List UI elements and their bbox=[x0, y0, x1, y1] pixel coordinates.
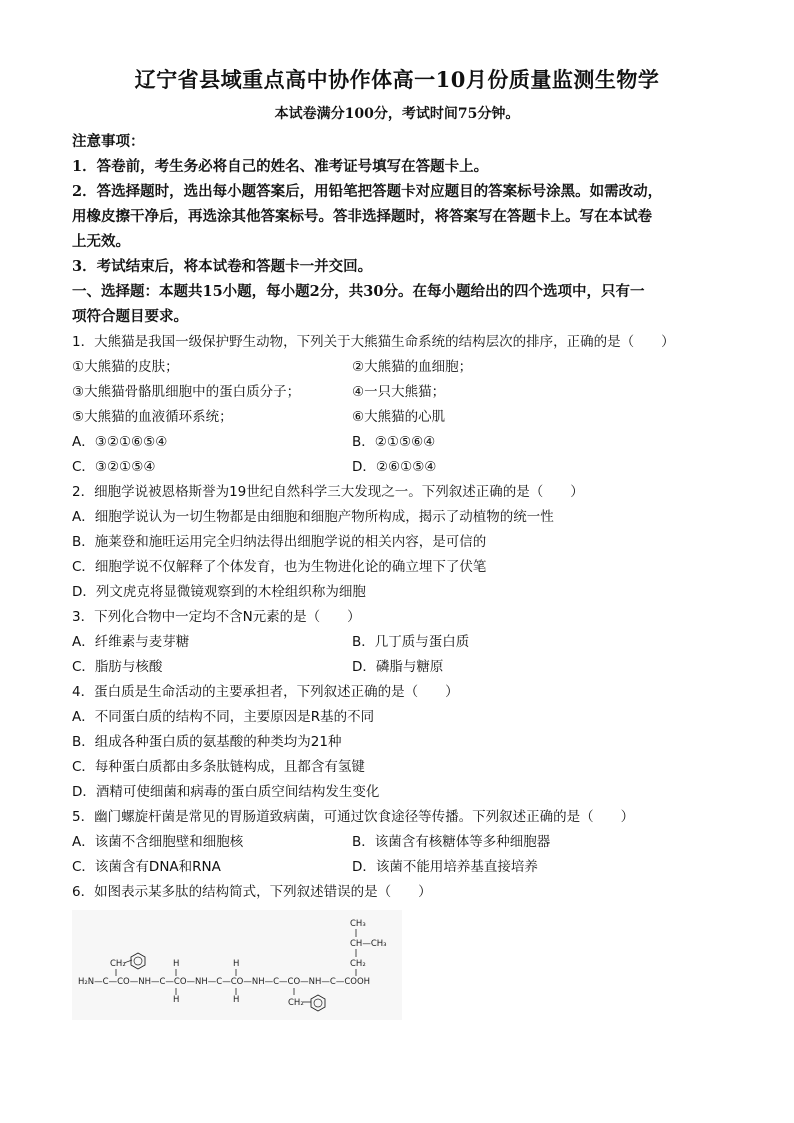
question-1-item-3: ③大熊猫骨骼肌细胞中的蛋白质分子； bbox=[72, 384, 301, 400]
formula-ch-ch3: CH—CH₃ bbox=[350, 939, 387, 949]
formula-h-residue-3-below: H bbox=[233, 995, 240, 1005]
note-2-line-1: 2．答选择题时，选出每小题答案后，用铅笔把答题卡对应题目的答案标号涂黑。如需改动， bbox=[72, 183, 663, 200]
question-4-option-c: C．每种蛋白质都由多条肽链构成，且都含有氢键 bbox=[72, 759, 365, 775]
question-4-option-b: B．组成各种蛋白质的氨基酸的种类均为21种 bbox=[72, 734, 342, 750]
question-1-option-c: C．③②①⑤④ bbox=[72, 459, 156, 475]
question-5-stem: 5．幽门螺旋杆菌是常见的胃肠道致病菌，可通过饮食途径等传播。下列叙述正确的是（ ） bbox=[72, 809, 635, 825]
formula-ch2-residue-4: CH₂ bbox=[288, 998, 304, 1008]
question-3-option-c: C．脂肪与核酸 bbox=[72, 659, 163, 675]
note-2-line-3: 上无效。 bbox=[72, 233, 130, 250]
formula-h-residue-2: H bbox=[173, 959, 180, 969]
question-5-option-a: A．该菌不含细胞壁和细胞核 bbox=[72, 834, 244, 850]
question-5-option-d: D．该菌不能用培养基直接培养 bbox=[352, 859, 538, 875]
formula-h-residue-2-below: H bbox=[173, 995, 180, 1005]
question-2-option-c: C．细胞学说不仅解释了个体发育，也为生物进化论的确立埋下了伏笔 bbox=[72, 559, 487, 575]
question-3-option-d: D．磷脂与糖原 bbox=[352, 659, 444, 675]
question-1-option-a: A．③②①⑥⑤④ bbox=[72, 434, 168, 450]
polypeptide-structure-figure bbox=[72, 910, 402, 1020]
question-3-stem: 3．下列化合物中一定均不含N元素的是（ ） bbox=[72, 609, 361, 625]
question-1-item-4: ④一只大熊猫； bbox=[352, 384, 446, 400]
question-6-stem: 6．如图表示某多肽的结构简式，下列叙述错误的是（ ） bbox=[72, 884, 432, 900]
formula-h-residue-3: H bbox=[233, 959, 240, 969]
question-5-option-c: C．该菌含有DNA和RNA bbox=[72, 859, 221, 875]
question-1-stem: 1．大熊猫是我国一级保护野生动物，下列关于大熊猫生命系统的结构层次的排序，正确的是（ ） bbox=[72, 334, 675, 350]
formula-ch2-residue-5: CH₂ bbox=[350, 959, 366, 969]
question-1-item-5: ⑤大熊猫的血液循环系统； bbox=[72, 409, 233, 425]
question-2-option-d: D．列文虎克将显微镜观察到的木栓组织称为细胞 bbox=[72, 584, 366, 600]
question-1-item-6: ⑥大熊猫的心肌 bbox=[352, 409, 446, 425]
note-1: 1．答卷前，考生务必将自己的姓名、准考证号填写在答题卡上。 bbox=[72, 158, 489, 175]
question-1-option-b: B．②①⑤⑥④ bbox=[352, 434, 436, 450]
question-2-option-a: A．细胞学说认为一切生物都是由细胞和细胞产物所构成，揭示了动植物的统一性 bbox=[72, 509, 554, 525]
formula-main-chain: H₂N—C—CO—NH—C—CO—NH—C—CO—NH—C—CO—NH—C—COOH bbox=[78, 977, 371, 987]
note-3: 3．考试结束后，将本试卷和答题卡一并交回。 bbox=[72, 258, 373, 275]
question-2-stem: 2．细胞学说被恩格斯誉为19世纪自然科学三大发现之一。下列叙述正确的是（ ） bbox=[72, 484, 584, 500]
formula-ch3-top: CH₃ bbox=[350, 919, 366, 929]
question-4-option-d: D．酒精可使细菌和病毒的蛋白质空间结构发生变化 bbox=[72, 784, 380, 800]
question-4-option-a: A．不同蛋白质的结构不同，主要原因是R基的不同 bbox=[72, 709, 375, 725]
exam-title: 辽宁省县域重点高中协作体高一10月份质量监测生物学 bbox=[134, 67, 660, 92]
question-1-option-d: D．②⑥①⑤④ bbox=[352, 459, 437, 475]
section-heading-line-1: 一、选择题：本题共15小题，每小题2分，共30分。在每小题给出的四个选项中，只有一 bbox=[72, 283, 645, 300]
question-1-item-1: ①大熊猫的皮肤； bbox=[72, 359, 179, 375]
question-3-option-b: B．几丁质与蛋白质 bbox=[352, 634, 470, 650]
question-1-item-2: ②大熊猫的血细胞； bbox=[352, 359, 473, 375]
formula-ch2-residue-1: CH₂ bbox=[110, 959, 126, 969]
section-heading-line-2: 项符合题目要求。 bbox=[72, 308, 188, 325]
question-4-stem: 4．蛋白质是生命活动的主要承担者，下列叙述正确的是（ ） bbox=[72, 684, 459, 700]
question-5-option-b: B．该菌含有核糖体等多种细胞器 bbox=[352, 834, 551, 850]
notes-heading: 注意事项： bbox=[72, 133, 145, 150]
exam-subtitle: 本试卷满分100分，考试时间75分钟。 bbox=[274, 106, 520, 122]
question-3-option-a: A．纤维素与麦芽糖 bbox=[72, 634, 190, 650]
note-2-line-2: 用橡皮擦干净后，再选涂其他答案标号。答非选择题时，将答案写在答题卡上。写在本试卷 bbox=[72, 208, 652, 225]
question-2-option-b: B．施莱登和施旺运用完全归纳法得出细胞学说的相关内容，是可信的 bbox=[72, 534, 487, 550]
